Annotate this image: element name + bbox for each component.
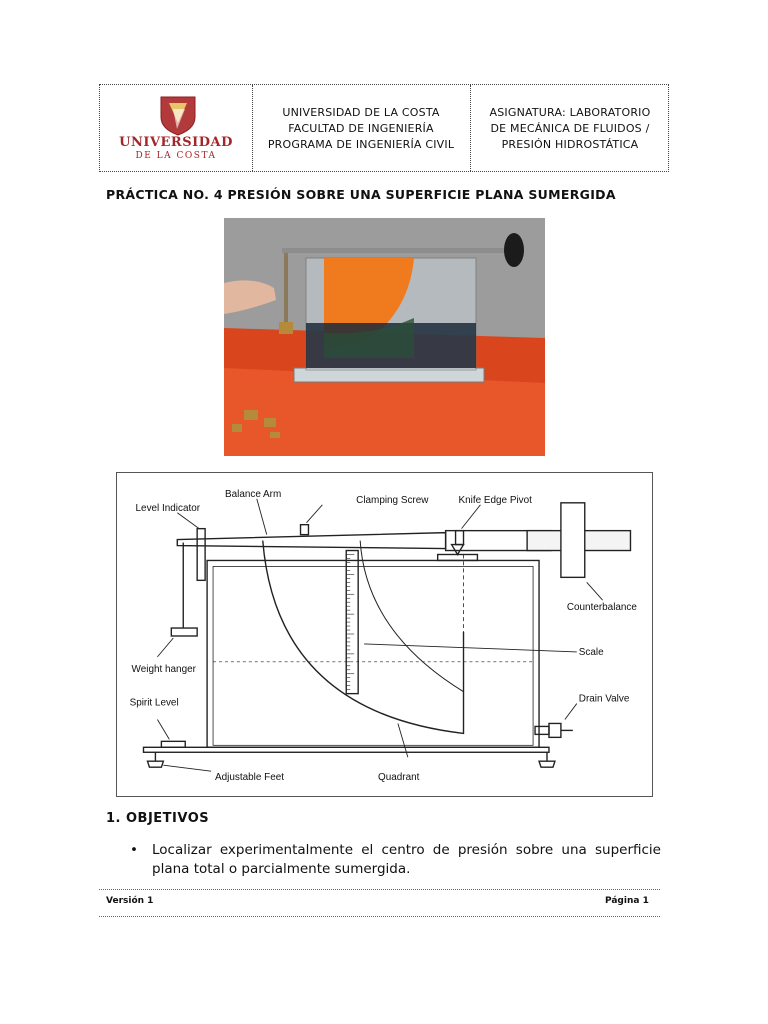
label-weight-hanger: Weight hanger	[131, 663, 196, 675]
objective-text: Localizar experimentalmente el centro de presión sobre una superficie plana total o parcialmente sumergida.	[152, 842, 661, 877]
label-knife-edge-pivot: Knife Edge Pivot	[458, 494, 532, 506]
logo-name: UNIVERSIDAD	[119, 135, 233, 150]
logo-cell	[100, 85, 253, 171]
institution-line: FACULTAD DE INGENIERÍA	[288, 122, 434, 135]
institution-cell	[252, 85, 471, 171]
label-clamping-screw: Clamping Screw	[356, 494, 429, 506]
bullet-icon: •	[130, 842, 138, 858]
objective-item	[130, 841, 661, 879]
label-quadrant: Quadrant	[378, 772, 420, 784]
label-spirit-level: Spirit Level	[129, 697, 179, 709]
apparatus-photo	[224, 218, 545, 456]
subject-cell	[472, 85, 668, 171]
subject-line: DE MECÁNICA DE FLUIDOS /	[490, 122, 650, 135]
subject-line: PRESIÓN HIDROSTÁTICA	[501, 138, 639, 151]
apparatus-diagram	[116, 472, 653, 797]
footer-divider-top	[99, 889, 660, 890]
logo-subtitle	[100, 151, 252, 161]
logo-sub: DE LA COSTA	[135, 151, 217, 161]
label-counterbalance: Counterbalance	[566, 602, 637, 614]
document-header	[99, 84, 669, 172]
label-scale: Scale	[578, 646, 604, 658]
footer-version: Versión 1	[106, 896, 154, 906]
subject-line: ASIGNATURA: LABORATORIO	[489, 106, 651, 119]
label-level-indicator: Level Indicator	[135, 502, 201, 514]
label-drain-valve: Drain Valve	[578, 693, 630, 705]
practice-title: PRÁCTICA NO. 4 PRESIÓN SOBRE UNA SUPERFICIE PLANA SUMERGIDA	[106, 187, 616, 202]
label-adjustable-feet: Adjustable Feet	[215, 772, 285, 784]
label-balance-arm: Balance Arm	[224, 488, 282, 500]
institution-line: UNIVERSIDAD DE LA COSTA	[282, 106, 440, 119]
scale-ticks	[346, 554, 354, 693]
institution-line: PROGRAMA DE INGENIERÍA CIVIL	[267, 138, 455, 151]
section-title: 1. OBJETIVOS	[106, 811, 210, 826]
footer-page: Página 1	[605, 896, 649, 906]
footer-divider-bottom	[99, 916, 660, 917]
